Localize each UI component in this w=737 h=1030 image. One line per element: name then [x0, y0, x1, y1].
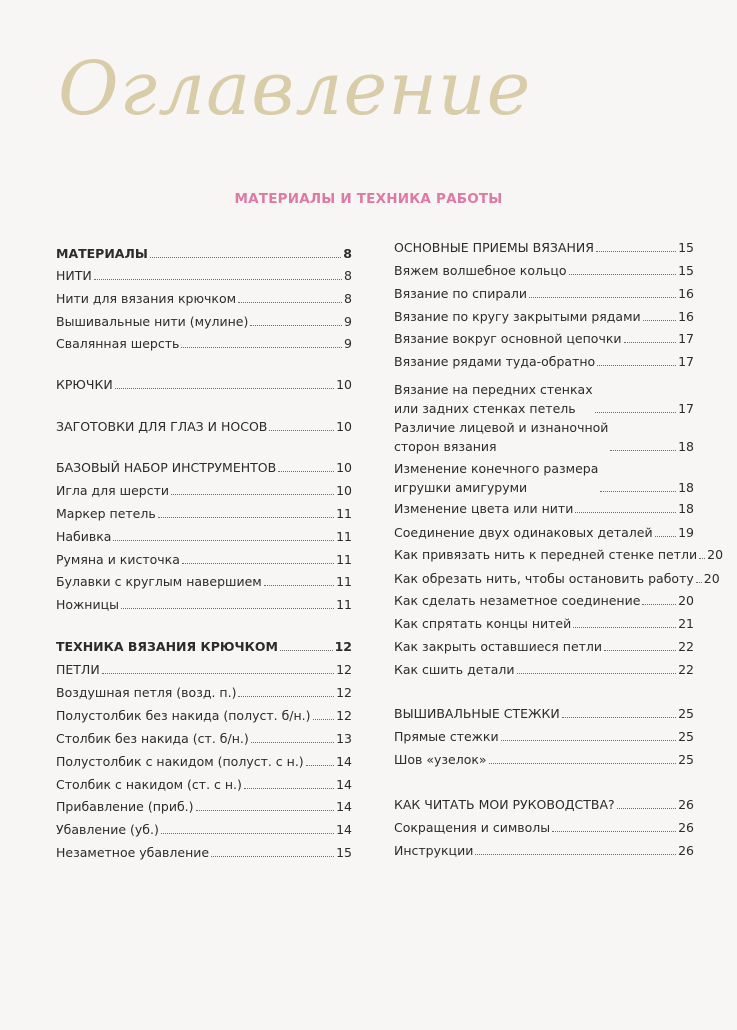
toc-entry-label: Набивка: [56, 529, 112, 544]
toc-entry-page: 12: [336, 708, 352, 723]
toc-entry-label: Как привязать нить к передней стенке петли: [394, 547, 698, 562]
toc-entry[interactable]: [56, 419, 352, 434]
toc-entry-page: 26: [678, 820, 694, 835]
toc-entry-label: Маркер петель: [56, 506, 156, 521]
toc-entry[interactable]: [56, 574, 352, 589]
toc-entry-label: Вязание по спирали: [394, 286, 528, 301]
toc-entry-page: 16: [678, 286, 694, 301]
toc-entry-page: 9: [344, 314, 352, 329]
toc-entry-label: Изменение цвета или нити: [394, 501, 574, 516]
toc-entry-page: 14: [336, 777, 352, 792]
dot-leader: [624, 342, 677, 343]
toc-entry-page: 20: [678, 593, 694, 608]
toc-entry-page: 11: [336, 574, 352, 589]
toc-entry-label: Незаметное убавление: [56, 845, 210, 860]
toc-entry-label-line: Вязание на передних стенках: [394, 382, 593, 397]
toc-entry-page: 25: [678, 706, 694, 721]
toc-entry-label: [394, 461, 598, 495]
dot-leader: [517, 673, 677, 674]
toc-entry-label: Воздушная петля (возд. п.): [56, 685, 237, 700]
toc-entry[interactable]: [56, 845, 352, 860]
dot-leader: [643, 320, 676, 321]
toc-entry[interactable]: [394, 639, 694, 654]
toc-entry[interactable]: [394, 525, 694, 540]
toc-entry-page: 14: [336, 799, 352, 814]
toc-entry-page: 11: [336, 552, 352, 567]
toc-entry[interactable]: [56, 377, 352, 392]
dot-leader: [278, 471, 334, 472]
toc-entry[interactable]: [56, 662, 352, 677]
toc-entry-page: 18: [678, 501, 694, 516]
toc-entry-label: Инструкции: [394, 843, 474, 858]
toc-entry[interactable]: [394, 843, 694, 858]
dot-leader: [642, 604, 676, 605]
dot-leader: [115, 388, 334, 389]
toc-entry[interactable]: [56, 639, 352, 654]
dot-leader: [699, 558, 705, 559]
dot-leader: [244, 788, 334, 789]
toc-entry-label-line: или задних стенках петель: [394, 401, 576, 416]
toc-entry[interactable]: [394, 382, 694, 416]
toc-entry[interactable]: [394, 752, 694, 767]
toc-entry-page: 8: [344, 291, 352, 306]
toc-entry[interactable]: [394, 820, 694, 835]
toc-entry-label: Нити для вязания крючком: [56, 291, 237, 306]
toc-entry-page: 12: [336, 662, 352, 677]
toc-entry-label: Румяна и кисточка: [56, 552, 180, 567]
toc-entry[interactable]: [56, 822, 352, 837]
toc-entry-page: 10: [336, 419, 352, 434]
toc-entry-page: 15: [678, 240, 694, 255]
toc-entry-page: 9: [344, 336, 352, 351]
toc-entry-label: Вышивальные нити (мулине): [56, 314, 249, 329]
toc-entry-page: 13: [336, 731, 352, 746]
toc-entry[interactable]: [56, 529, 352, 544]
toc-entry-page: 11: [336, 529, 352, 544]
dot-leader: [610, 450, 676, 451]
toc-entry-label: [394, 420, 608, 454]
toc-entry[interactable]: [394, 309, 694, 324]
dot-leader: [306, 765, 334, 766]
dot-leader: [313, 719, 335, 720]
toc-entry[interactable]: [394, 662, 694, 677]
dot-leader: [501, 740, 676, 741]
toc-entry-page: 10: [336, 377, 352, 392]
toc-entry[interactable]: [394, 571, 720, 586]
toc-entry-label: Полустолбик с накидом (полуст. с н.): [56, 754, 304, 769]
toc-entry[interactable]: [394, 331, 694, 346]
toc-entry-label: Шов «узелок»: [394, 752, 487, 767]
toc-entry-label: Сокращения и символы: [394, 820, 551, 835]
toc-entry-label: Вязание рядами туда-обратно: [394, 354, 596, 369]
toc-entry[interactable]: [56, 268, 352, 283]
toc-entry-label-line: Изменение конечного размера: [394, 461, 599, 476]
toc-entry-page: 15: [336, 845, 352, 860]
toc-entry-page: 11: [336, 506, 352, 521]
toc-entry[interactable]: [394, 593, 694, 608]
toc-entry-label: КАК ЧИТАТЬ МОИ РУКОВОДСТВА?: [394, 797, 615, 812]
toc-entry-page: 17: [678, 354, 694, 369]
toc-entry-page: 14: [336, 822, 352, 837]
toc-entry-page: 16: [678, 309, 694, 324]
toc-entry-page: 25: [678, 752, 694, 767]
dot-leader: [575, 512, 676, 513]
dot-leader: [655, 536, 677, 537]
dot-leader: [264, 585, 334, 586]
toc-entry-page: 22: [678, 639, 694, 654]
dot-leader: [552, 831, 676, 832]
toc-entry[interactable]: [56, 483, 352, 498]
toc-entry-page: 11: [336, 597, 352, 612]
dot-leader: [250, 325, 342, 326]
dot-leader: [102, 673, 334, 674]
toc-entry-label: Вязание по кругу закрытыми рядами: [394, 309, 641, 324]
toc-entry[interactable]: [56, 506, 352, 521]
toc-entry-label: ЗАГОТОВКИ ДЛЯ ГЛАЗ И НОСОВ: [56, 419, 268, 434]
toc-entry[interactable]: [394, 729, 694, 744]
dot-leader: [597, 365, 676, 366]
dot-leader: [158, 517, 334, 518]
toc-entry-label: Игла для шерсти: [56, 483, 170, 498]
dot-leader: [113, 540, 334, 541]
toc-entry[interactable]: [56, 291, 352, 306]
dot-leader: [573, 627, 676, 628]
toc-entry[interactable]: [394, 420, 694, 454]
toc-entry[interactable]: [56, 246, 352, 261]
dot-leader: [251, 742, 334, 743]
dot-leader: [238, 696, 334, 697]
toc-entry[interactable]: [394, 263, 694, 278]
dot-leader: [121, 608, 334, 609]
toc-entry-label: Убавление (уб.): [56, 822, 159, 837]
toc-entry-page: 25: [678, 729, 694, 744]
dot-leader: [150, 257, 341, 258]
toc-entry[interactable]: [394, 797, 694, 812]
toc-entry[interactable]: [394, 461, 694, 495]
toc-entry-label: БАЗОВЫЙ НАБОР ИНСТРУМЕНТОВ: [56, 460, 277, 475]
toc-entry-label: Вязание вокруг основной цепочки: [394, 331, 622, 346]
toc-entry-page: 17: [678, 331, 694, 346]
dot-leader: [696, 582, 702, 583]
toc-entry-label: Полустолбик без накида (полуст. б/н.): [56, 708, 311, 723]
toc-entry-page: 26: [678, 797, 694, 812]
toc-entry-label-line: сторон вязания: [394, 439, 497, 454]
toc-entry-label-line: игрушки амигуруми: [394, 480, 528, 495]
toc-entry-page: 20: [703, 571, 720, 586]
toc-entry[interactable]: [394, 286, 694, 301]
toc-entry-label: НИТИ: [56, 268, 92, 283]
toc-entry[interactable]: [56, 754, 352, 769]
toc-entry[interactable]: [394, 354, 694, 369]
dot-leader: [562, 717, 676, 718]
toc-entry-label: Как обрезать нить, чтобы остановить работу: [394, 571, 694, 586]
dot-leader: [182, 563, 334, 564]
toc-entry-page: 18: [678, 480, 694, 495]
toc-entry-page: 12: [336, 685, 352, 700]
toc-entry-page: 12: [334, 639, 352, 654]
toc-entry[interactable]: [56, 731, 352, 746]
toc-entry-label: Соединение двух одинаковых деталей: [394, 525, 653, 540]
toc-entry-page: 14: [336, 754, 352, 769]
toc-entry-label: Столбик без накида (ст. б/н.): [56, 731, 249, 746]
toc-entry-label: ВЫШИВАЛЬНЫЕ СТЕЖКИ: [394, 706, 560, 721]
toc-entry-page: 8: [343, 246, 352, 261]
toc-entry-label: Как спрятать концы нитей: [394, 616, 572, 631]
toc-entry-page: 10: [336, 483, 352, 498]
toc-entry-page: 8: [344, 268, 352, 283]
page-title: Оглавление: [58, 46, 532, 132]
toc-entry-label: Булавки с круглым навершием: [56, 574, 262, 589]
toc-entry-page: 17: [678, 401, 694, 416]
toc-entry-page: 10: [336, 460, 352, 475]
dot-leader: [617, 808, 676, 809]
toc-entry-page: 21: [678, 616, 694, 631]
toc-entry[interactable]: [56, 685, 352, 700]
toc-entry-label: Как закрыть оставшиеся петли: [394, 639, 603, 654]
dot-leader: [280, 650, 333, 651]
toc-entry-label: Ножницы: [56, 597, 119, 612]
toc-entry[interactable]: [56, 336, 352, 351]
dot-leader: [604, 650, 676, 651]
toc-entry-page: 20: [707, 547, 724, 562]
dot-leader: [600, 491, 676, 492]
toc-entry-page: 18: [678, 439, 694, 454]
dot-leader: [211, 856, 334, 857]
toc-entry-page: 19: [678, 525, 694, 540]
toc-entry[interactable]: [56, 708, 352, 723]
toc-entry[interactable]: [394, 706, 694, 721]
toc-entry-label: Прямые стежки: [394, 729, 499, 744]
dot-leader: [489, 763, 677, 764]
toc-entry-page: 26: [678, 843, 694, 858]
toc-entry-label: ТЕХНИКА ВЯЗАНИЯ КРЮЧКОМ: [56, 639, 278, 654]
toc-entry[interactable]: [56, 552, 352, 567]
dot-leader: [475, 854, 676, 855]
toc-entry[interactable]: [56, 460, 352, 475]
dot-leader: [161, 833, 334, 834]
toc-entry-label: ПЕТЛИ: [56, 662, 100, 677]
dot-leader: [596, 251, 676, 252]
toc-entry[interactable]: [56, 799, 352, 814]
dot-leader: [269, 430, 334, 431]
dot-leader: [94, 279, 342, 280]
dot-leader: [196, 810, 335, 811]
dot-leader: [181, 347, 342, 348]
toc-entry[interactable]: [56, 314, 352, 329]
toc-entry-label: [394, 382, 593, 416]
toc-entry-label: МАТЕРИАЛЫ: [56, 246, 148, 261]
toc-entry-label-line: Различие лицевой и изнаночной: [394, 420, 609, 435]
toc-entry-label: ОСНОВНЫЕ ПРИЕМЫ ВЯЗАНИЯ: [394, 240, 594, 255]
toc-entry[interactable]: [394, 240, 694, 255]
toc-entry-label: Как сшить детали: [394, 662, 515, 677]
toc-entry[interactable]: [394, 547, 724, 562]
toc-entry-page: 15: [678, 263, 694, 278]
dot-leader: [595, 412, 677, 413]
dot-leader: [238, 302, 342, 303]
section-heading: МАТЕРИАЛЫ И ТЕХНИКА РАБОТЫ: [234, 191, 503, 207]
toc-entry[interactable]: [56, 597, 352, 612]
toc-entry-label: Столбик с накидом (ст. с н.): [56, 777, 242, 792]
dot-leader: [171, 494, 334, 495]
toc-entry-label: Как сделать незаметное соединение: [394, 593, 641, 608]
toc-entry-label: Свалянная шерсть: [56, 336, 180, 351]
toc-entry-label: Прибавление (приб.): [56, 799, 194, 814]
toc-entry-label: КРЮЧКИ: [56, 377, 113, 392]
dot-leader: [569, 274, 677, 275]
dot-leader: [529, 297, 676, 298]
toc-entry[interactable]: [394, 501, 694, 516]
toc-entry[interactable]: [394, 616, 694, 631]
toc-entry[interactable]: [56, 777, 352, 792]
toc-entry-page: 22: [678, 662, 694, 677]
toc-entry-label: Вяжем волшебное кольцо: [394, 263, 567, 278]
